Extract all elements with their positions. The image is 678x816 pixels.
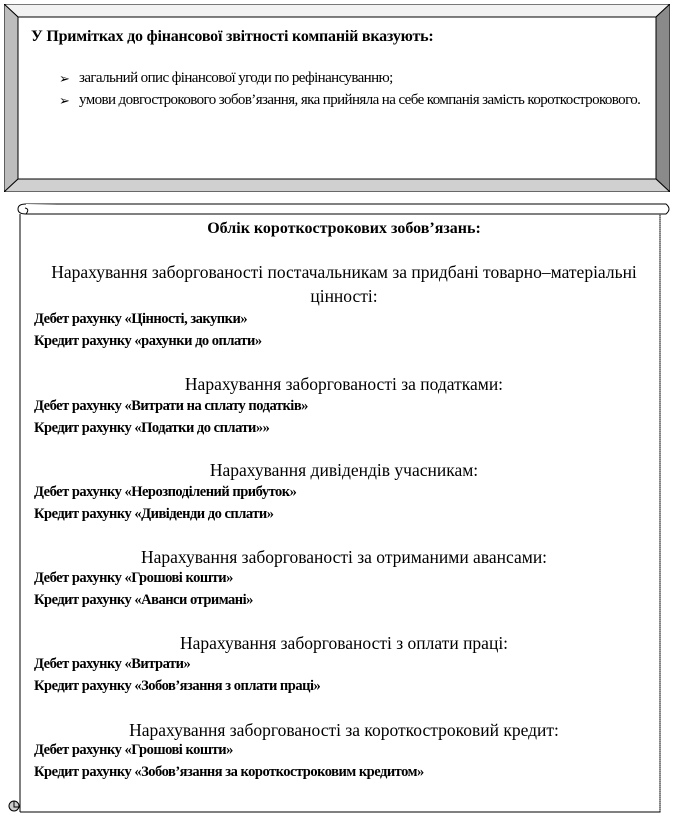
scroll-panel xyxy=(8,200,674,814)
notes-bevel-box xyxy=(4,4,670,192)
debit-line: Дебет рахунку «Грошові кошти» xyxy=(34,570,233,586)
debit-line: Дебет рахунку «Нерозподілений прибуток» xyxy=(34,484,297,500)
credit-line: Кредит рахунку «Аванси отримані» xyxy=(34,592,253,608)
debit-line: Дебет рахунку «Грошові кошти» xyxy=(34,742,233,758)
credit-line: Кредит рахунку «Дивіденди до сплати» xyxy=(34,506,274,522)
notes-bullet: ➢ загальний опис фінансової угоди по рефінансуванню; xyxy=(59,70,393,86)
notes-title: У Примітках до фінансової звітності компаній вказують: xyxy=(31,28,434,45)
arrow-bullet-icon: ➢ xyxy=(59,93,70,108)
section-heading: Нарахування дивідендів учасникам: xyxy=(209,460,479,480)
credit-line: Кредит рахунку «Зобов’язання з оплати праці» xyxy=(34,678,321,694)
credit-line: Кредит рахунку «Зобов’язання за короткостроковим кредитом» xyxy=(34,764,424,780)
section-heading: Нарахування заборгованості за отриманими авансами: xyxy=(140,547,548,567)
arrow-bullet-icon: ➢ xyxy=(59,71,70,86)
section-heading: Нарахування заборгованості постачальникам за придбані товарно–матеріальні цінності: xyxy=(51,262,637,306)
notes-bullet: ➢ умови довгострокового зобов’язання, яка прийняла на себе компанія замість короткострокового. xyxy=(59,92,641,108)
credit-line: Кредит рахунку «рахунки до оплати» xyxy=(34,333,262,349)
debit-line: Дебет рахунку «Цінності, закупки» xyxy=(34,311,248,327)
credit-line: Кредит рахунку «Податки до сплати»» xyxy=(34,420,270,436)
section-heading: Нарахування заборгованості з оплати праці: xyxy=(179,633,509,653)
debit-line: Дебет рахунку «Витрати» xyxy=(34,656,191,672)
debit-line: Дебет рахунку «Витрати на сплату податків» xyxy=(34,398,308,414)
section-heading: Нарахування заборгованості за податками: xyxy=(184,374,504,394)
notes-content xyxy=(23,21,661,182)
section-heading: Нарахування заборгованості за короткостроковий кредит: xyxy=(129,720,559,740)
scroll-title: Облік короткострокових зобов’язань: xyxy=(207,220,481,237)
